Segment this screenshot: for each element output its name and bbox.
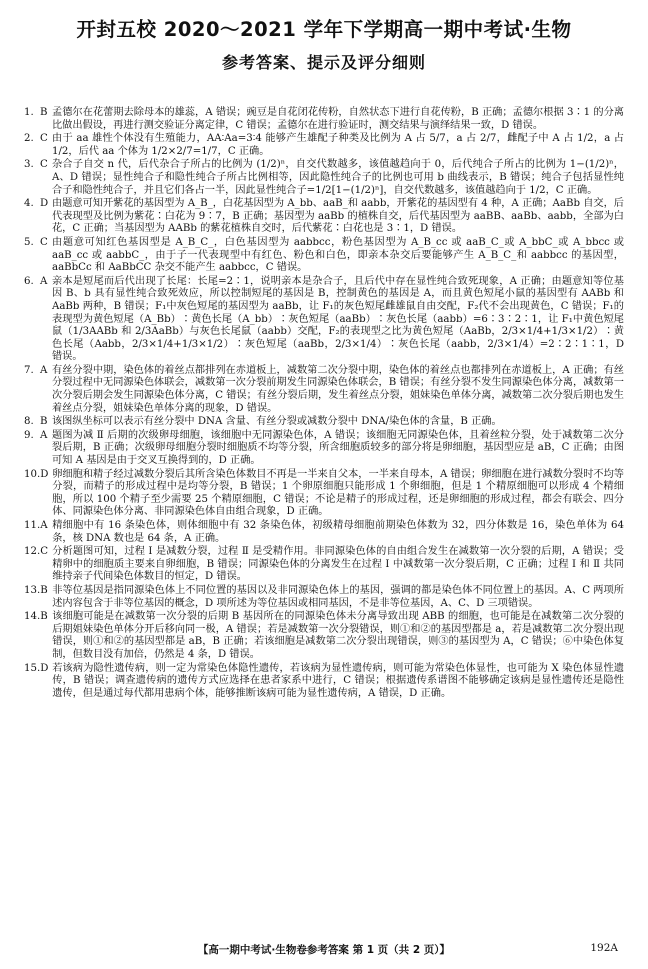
answer-item bbox=[24, 430, 624, 468]
answer-key: A bbox=[40, 429, 48, 441]
answer-explanation: 杂合子自交 n 代，后代杂合子所占的比例为 (1/2)ⁿ，自交代数越多，该值越趋向于 0，后代纯合子所占的比例为 1−(1/2)ⁿ，A、D 错误；显性纯合子和隐性纯合子所占比例相等，因此隐性纯合子的比例也可用 b 曲线表示，B 错误；纯合子包括显性纯合子和隐性纯合子，并且它们各占一半，因此显性纯合子=1/2[1−(1/2)ⁿ]，自交代数越多，该值越趋向于 1/2，C 正确。 bbox=[52, 159, 624, 196]
answer-number: 11. bbox=[24, 520, 41, 531]
answer-list bbox=[24, 107, 624, 700]
answer-number: 6. bbox=[24, 275, 34, 287]
answer-explanation: 该图纵坐标可以表示有丝分裂中 DNA 含量、有丝分裂或减数分裂中 DNA/染色体的含量，B 正确。 bbox=[52, 416, 502, 428]
answer-number: 7. bbox=[24, 364, 34, 376]
answer-explanation: 非等位基因是指同源染色体上不同位置的基因以及非同源染色体上的基因，强调的都是染色体不同位置上的基因。A、C 两项所述内容包含于非等位基因的概念，D 项所述为等位基因或相同基因，不是非等位基因，A、C、D 三项错误。 bbox=[52, 584, 624, 609]
answer-key: C bbox=[40, 546, 48, 558]
answer-explanation: 由于 aa 雄性个体没有生殖能力，AA∶Aa=3∶4 能够产生雄配子种类及比例为 A 占 5/7，a 占 2/7，雌配子中 A 占 1/2，a 占 1/2，后代 aa 个体为 1/2×2/7=1/7，C 正确。 bbox=[52, 133, 624, 157]
answer-explanation: 卵细胞和精子经过减数分裂后其所含染色体数目不再是一半来自父本，一半来自母本，A 错误；卵细胞在进行减数分裂时不均等分裂，而精子的形成过程中是均等分裂，B 错误；1 个卵原细胞只能形成 1 个卵细胞，但是 1 个精原细胞可以形成 4 个精细胞，所以 100 个精子至少需要 25 个精原细胞，C 错误；不论是精子的形成过程，还是卵细胞的形成过程，都会有联会、四分体、同源染色体分离、非同源染色体自由组合现象，D 正确。 bbox=[52, 468, 624, 518]
document-title: 开封五校 2020～2021 学年下学期高一期中考试·生物 bbox=[76, 18, 572, 41]
answer-item bbox=[24, 611, 624, 661]
document-subtitle: 参考答案、提示及评分细则 bbox=[221, 53, 426, 72]
answer-item bbox=[24, 546, 624, 584]
answer-key: B bbox=[40, 107, 48, 118]
answer-number: 12. bbox=[24, 546, 41, 558]
answer-key: C bbox=[40, 236, 48, 248]
answer-item bbox=[24, 107, 624, 132]
answer-number: 5. bbox=[24, 236, 34, 248]
answer-key: B bbox=[40, 611, 48, 623]
answer-key: A bbox=[40, 275, 48, 287]
page-footer bbox=[24, 942, 624, 957]
answer-item bbox=[24, 520, 624, 545]
answer-key: B bbox=[40, 416, 48, 428]
answer-number: 15. bbox=[24, 662, 41, 674]
answer-number: 9. bbox=[24, 429, 34, 441]
answer-explanation: 有丝分裂中期，染色体的着丝点都排列在赤道板上，减数第二次分裂中期，染色体的着丝点也都排列在赤道板上，A 正确；有丝分裂过程中无同源染色体联会，减数第一次分裂前期发生同源染色体联会，B 错误；有丝分裂不发生同源染色体分离，减数第一次分裂后期会发生同源染色体分离，C 错误；有丝分裂后期，发生着丝点分裂，姐妹染色单体分离，减数第二次分裂后期也发生着丝点分裂，姐妹染色单体分离的现象，D 错误。 bbox=[52, 364, 624, 414]
answer-explanation: 精细胞中有 16 条染色体，则体细胞中有 32 条染色体，初级精母细胞前期染色体数为 32，四分体数是 16，染色单体为 64 条，核 DNA 数也是 64 条，A 正确。 bbox=[52, 520, 624, 544]
answer-explanation: 亲本是短尾而后代出现了长尾：长尾=2∶1，说明亲本是杂合子，且后代中存在显性纯合致死现象，A 正确；由题意知等位基因 B、b 具有显性纯合致死效应，所以控制短尾的基因是 B，控制黄色的基因是 A，而且黄色短尾小鼠的基因型有 AABb 和 AaBb 两种，B 错误；F₁中灰色短尾的基因型为 aaBb，让 F₁的灰色短尾雌雄鼠自由交配，F₂代不会出现黄色，C 错误；F₁的表现型为黄色短尾（A_Bb）∶黄色长尾（A_bb）∶灰色短尾（aaBb）∶灰色长尾（aabb）=6∶3∶2∶1，让 F₁中黄色短尾鼠（1/3AABb 和 2/3AaBb）与灰色长尾鼠（aabb）交配，F₂的表现型之比为黄色短尾（AaBb，2/3×1/4+1/3×1/2）∶黄色长尾（Aabb，2/3×1/4+1/3×1/2）∶灰色短尾（aaBb，2/3×1/4）∶灰色长尾（aabb，2/3×1/4）=2∶2∶1∶1，D 错误。 bbox=[52, 275, 624, 363]
answer-number: 2. bbox=[24, 133, 34, 145]
answer-item bbox=[24, 198, 624, 236]
answer-key: D bbox=[40, 198, 49, 210]
answer-explanation: 若该病为隐性遗传病，则一定为常染色体隐性遗传，若该病为显性遗传病，则可能为常染色体显性，也可能为 X 染色体显性遗传，B 错误；调查遗传病的遗传方式应选择在患者家系中进行，C 错误；根据遗传系谱图不能够确定该病是显性遗传还是隐性遗传，但是通过每代都用患病个体，能够推断该病可能为显性遗传病，A 错误，D 正确。 bbox=[52, 662, 624, 699]
answer-number: 14. bbox=[24, 611, 41, 623]
answer-key: D bbox=[40, 468, 49, 480]
answer-explanation: 由题意可知红色基因型是 A_B_C_，白色基因型为 aabbcc，粉色基因型为 A_B_cc 或 aaB_C_或 A_bbC_或 A_bbcc 或 aaB_cc 或 aabbC_，由于子一代表现型中有红色、粉色和白色，即亲本杂交后要能够产生 A_B_C_和 aabbcc 的基因型，aaBbCc 和 AaBbCC 杂交不能产生 aabbcc，C 错误。 bbox=[52, 236, 624, 274]
answer-item bbox=[24, 276, 624, 364]
footer-text: 【高一期中考试·生物卷参考答案 第 1 页（共 2 页）】 bbox=[197, 944, 451, 956]
answer-item bbox=[24, 416, 624, 429]
answer-item bbox=[24, 159, 624, 197]
answer-number: 3. bbox=[24, 159, 34, 171]
answer-key: A bbox=[40, 364, 48, 376]
answer-explanation: 分析题图可知，过程 Ⅰ 是减数分裂，过程 Ⅱ 是受精作用。非同源染色体的自由组合发生在减数第一次分裂的后期，A 错误；受精卵中的细胞质主要来自卵细胞，B 错误；同源染色体的分离发生在过程 Ⅰ 中减数第一次分裂后期，C 正确；过程 Ⅰ 和 Ⅱ 共同维持亲子代间染色体数目的恒定，D 错误。 bbox=[52, 546, 624, 583]
answer-key: C bbox=[40, 133, 48, 145]
answer-number: 10. bbox=[24, 468, 41, 480]
answer-item bbox=[24, 585, 624, 610]
answer-item bbox=[24, 469, 624, 519]
answer-explanation: 该细胞可能是在减数第一次分裂的后期 B 基因所在的同源染色体未分离导致出现 ABB 的细胞，也可能是在减数第二次分裂的后期姐妹染色单体分开后移向同一极，A 错误；若是减数第一次分裂错误，则①和②的基因型都是 a，若是减数第二次分裂出现错误，则①和②的基因型都是 aB，B 正确；若该细胞是减数第二次分裂出现错误，则③的基因型为 A，C 错误；⑥中染色体复制，但数目没有加倍，仍然是 4 条，D 错误。 bbox=[52, 611, 624, 660]
answer-key: A bbox=[40, 520, 48, 531]
answer-explanation: 由题意可知开紫花的基因型为 A_B_，白花基因型为 A_bb、aaB_和 aabb，开紫花的基因型有 4 种，A 正确；AaBb 自交，后代表现型及比例为紫花∶白花为 9∶7，B 正确；基因型为 aaBb 的植株自交，后代基因型为 aaBB、aaBb、aabb，全部为白花，C 正确；当基因型为 AABb 的紫花植株自交时，后代紫花∶白花也是 3∶1，D 错误。 bbox=[52, 198, 624, 235]
footer-code: 192A bbox=[590, 942, 618, 954]
answer-number: 4. bbox=[24, 198, 34, 210]
answer-number: 8. bbox=[24, 416, 34, 428]
answer-explanation: 孟德尔在花蕾期去除母本的雄蕊，A 错误；豌豆是自花闭花传粉，自然状态下进行自花传粉，B 正确；孟德尔根据 3∶1 的分离比做出假设，再进行测交验证分离定律，C 错误；孟德尔在进行验证时，测交结果与演绎结果一致，D 错误。 bbox=[52, 107, 624, 131]
answer-key: C bbox=[40, 159, 48, 171]
answer-item bbox=[24, 365, 624, 415]
answer-number: 1. bbox=[24, 107, 34, 118]
answer-item bbox=[24, 237, 624, 275]
answer-number: 13. bbox=[24, 584, 41, 596]
answer-item bbox=[24, 133, 624, 158]
answer-explanation: 题图为减 Ⅱ 后期的次级卵母细胞，该细胞中无同源染色体，A 错误；该细胞无同源染色体，且着丝粒分裂，处于减数第二次分裂后期，B 正确；次级卵母细胞分裂时细胞质不均等分裂，所含细胞质较多的部分将是卵细胞，基因型应是 aB，C 正确；由图可知 A 基因是由于交叉互换得到的，D 正确。 bbox=[52, 429, 624, 467]
answer-key: D bbox=[40, 662, 49, 674]
answer-key: B bbox=[40, 584, 48, 596]
answer-item bbox=[24, 663, 624, 701]
